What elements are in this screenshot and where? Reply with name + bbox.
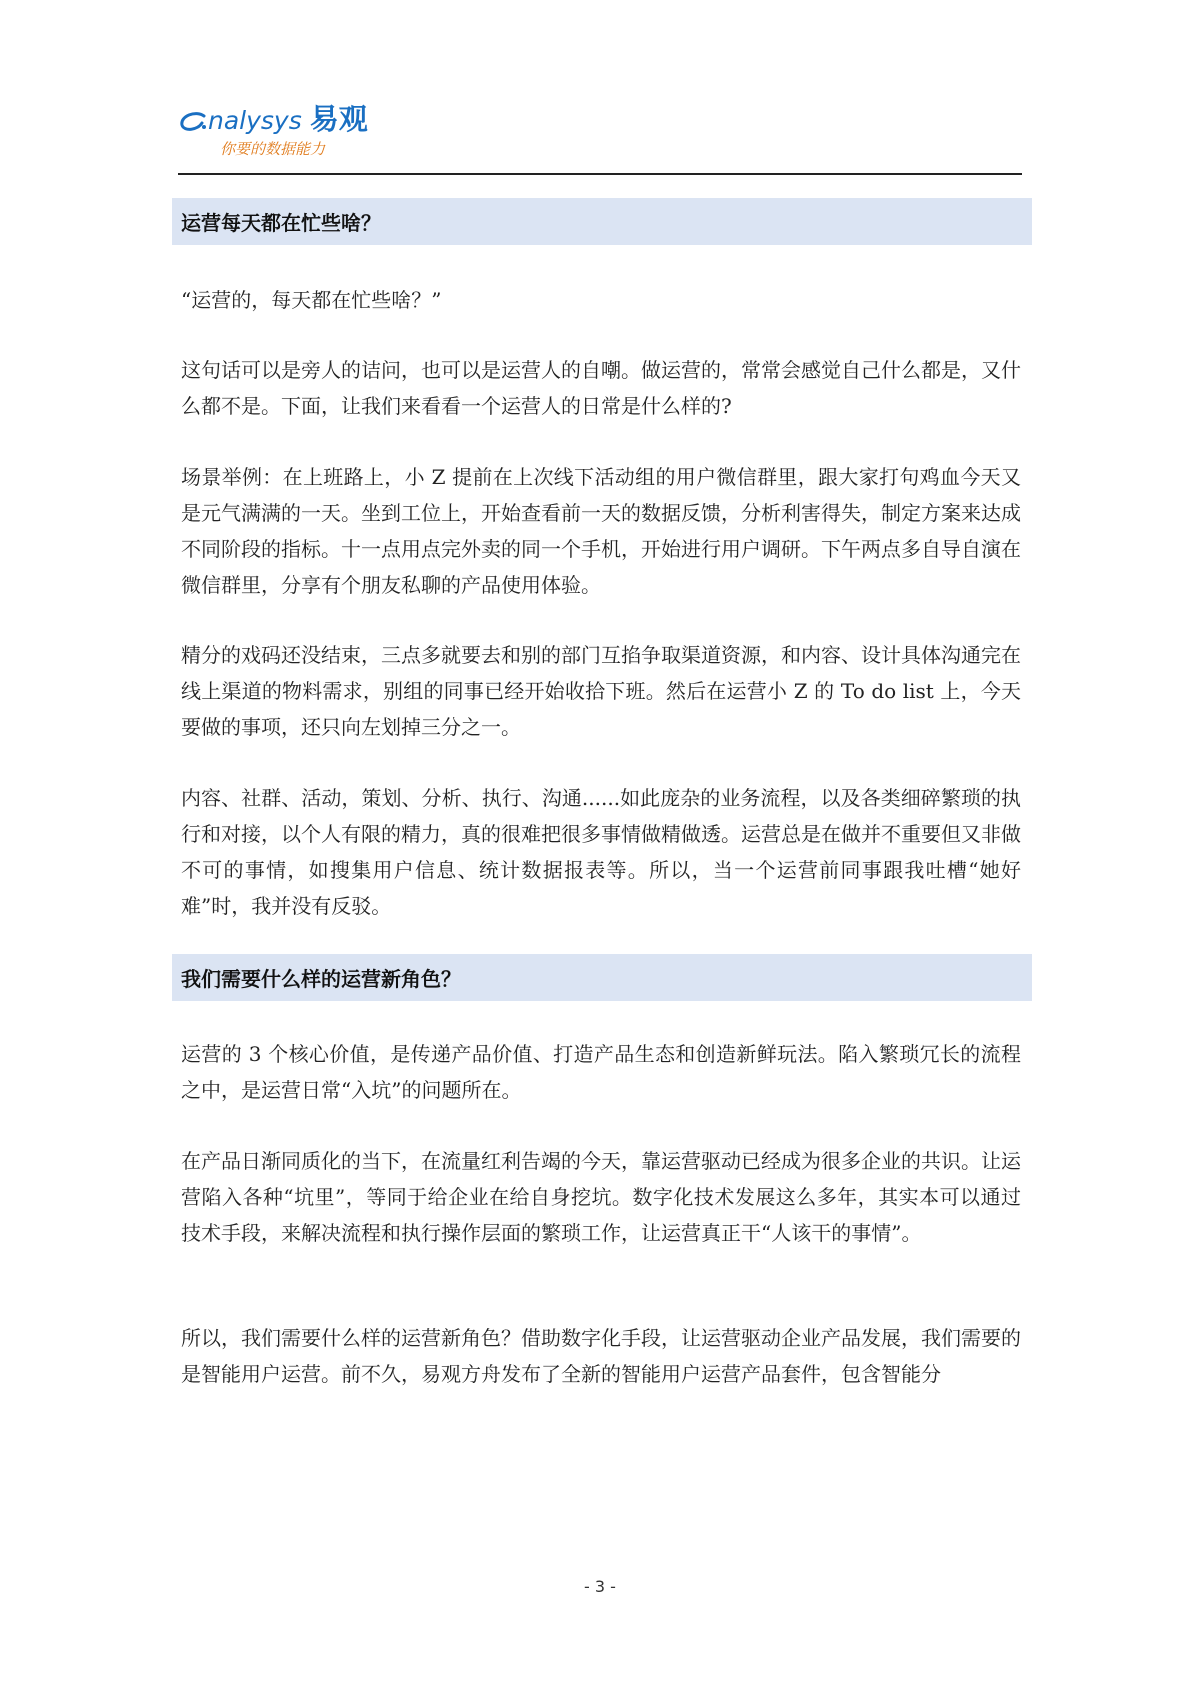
paragraph: 在产品日渐同质化的当下，在流量红利告竭的今天，靠运营驱动已经成为很多企业的共识。让运营陷入各种“坑里”，等同于给企业在给自身挖坑。数字化技术发展这么多年，其实本可以通过技术手段，来解决流程和执行操作层面的繁琐工作，让运营真正干“人该干的事情”。 — [181, 1149, 1021, 1245]
paragraph: 内容、社群、活动，策划、分析、执行、沟通......如此庞杂的业务流程，以及各类细碎繁琐的执行和对接，以个人有限的精力，真的很难把很多事情做精做透。运营总是在做并不重要但又非做不可的事情，如搜集用户信息、统计数据报表等。所以，当一个运营前同事跟我吐槽“她好难”时，我并没有反驳。 — [181, 786, 1021, 918]
logo-en: nalysys — [208, 106, 302, 135]
section-heading-text: 我们需要什么样的运营新角色？ — [181, 967, 461, 991]
logo-cn: 易观 — [309, 102, 368, 136]
analysys-swoosh-icon — [178, 112, 208, 132]
paragraph: 精分的戏码还没结束，三点多就要去和别的部门互掐争取渠道资源，和内容、设计具体沟通完在线上渠道的物料需求，别组的同事已经开始收拾下班。然后在运营小 Z 的 To do list 上，今天要做的事项，还只向左划掉三分之一。 — [181, 643, 1021, 739]
section-heading-1 — [172, 198, 1032, 245]
logo-wordmark — [178, 104, 368, 136]
page-number: - 3 - — [584, 1577, 616, 1596]
header-logo — [178, 104, 368, 159]
paragraph: 这句话可以是旁人的诘问，也可以是运营人的自嘲。做运营的，常常会感觉自己什么都是，又什么都不是。下面，让我们来看看一个运营人的日常是什么样的? — [181, 358, 1021, 418]
paragraph: “运营的，每天都在忙些啥？” — [181, 288, 442, 312]
paragraph: 运营的 3 个核心价值，是传递产品价值、打造产品生态和创造新鲜玩法。陷入繁琐冗长的流程之中，是运营日常“入坑”的问题所在。 — [181, 1042, 1021, 1102]
header-divider — [178, 173, 1022, 175]
paragraph: 场景举例：在上班路上，小 Z 提前在上次线下活动组的用户微信群里，跟大家打句鸡血今天又是元气满满的一天。坐到工位上，开始查看前一天的数据反馈，分析利害得失，制定方案来达成不同阶段的指标。十一点用点完外卖的同一个手机，开始进行用户调研。下午两点多自导自演在微信群里，分享有个朋友私聊的产品使用体验。 — [181, 465, 1021, 597]
section-heading-text: 运营每天都在忙些啥？ — [181, 211, 381, 235]
logo-tagline: 你要的数据能力 — [220, 140, 326, 158]
section-heading-2 — [172, 954, 1032, 1001]
paragraph: 所以，我们需要什么样的运营新角色？借助数字化手段，让运营驱动企业产品发展，我们需要的是智能用户运营。前不久，易观方舟发布了全新的智能用户运营产品套件，包含智能分 — [181, 1326, 1021, 1386]
